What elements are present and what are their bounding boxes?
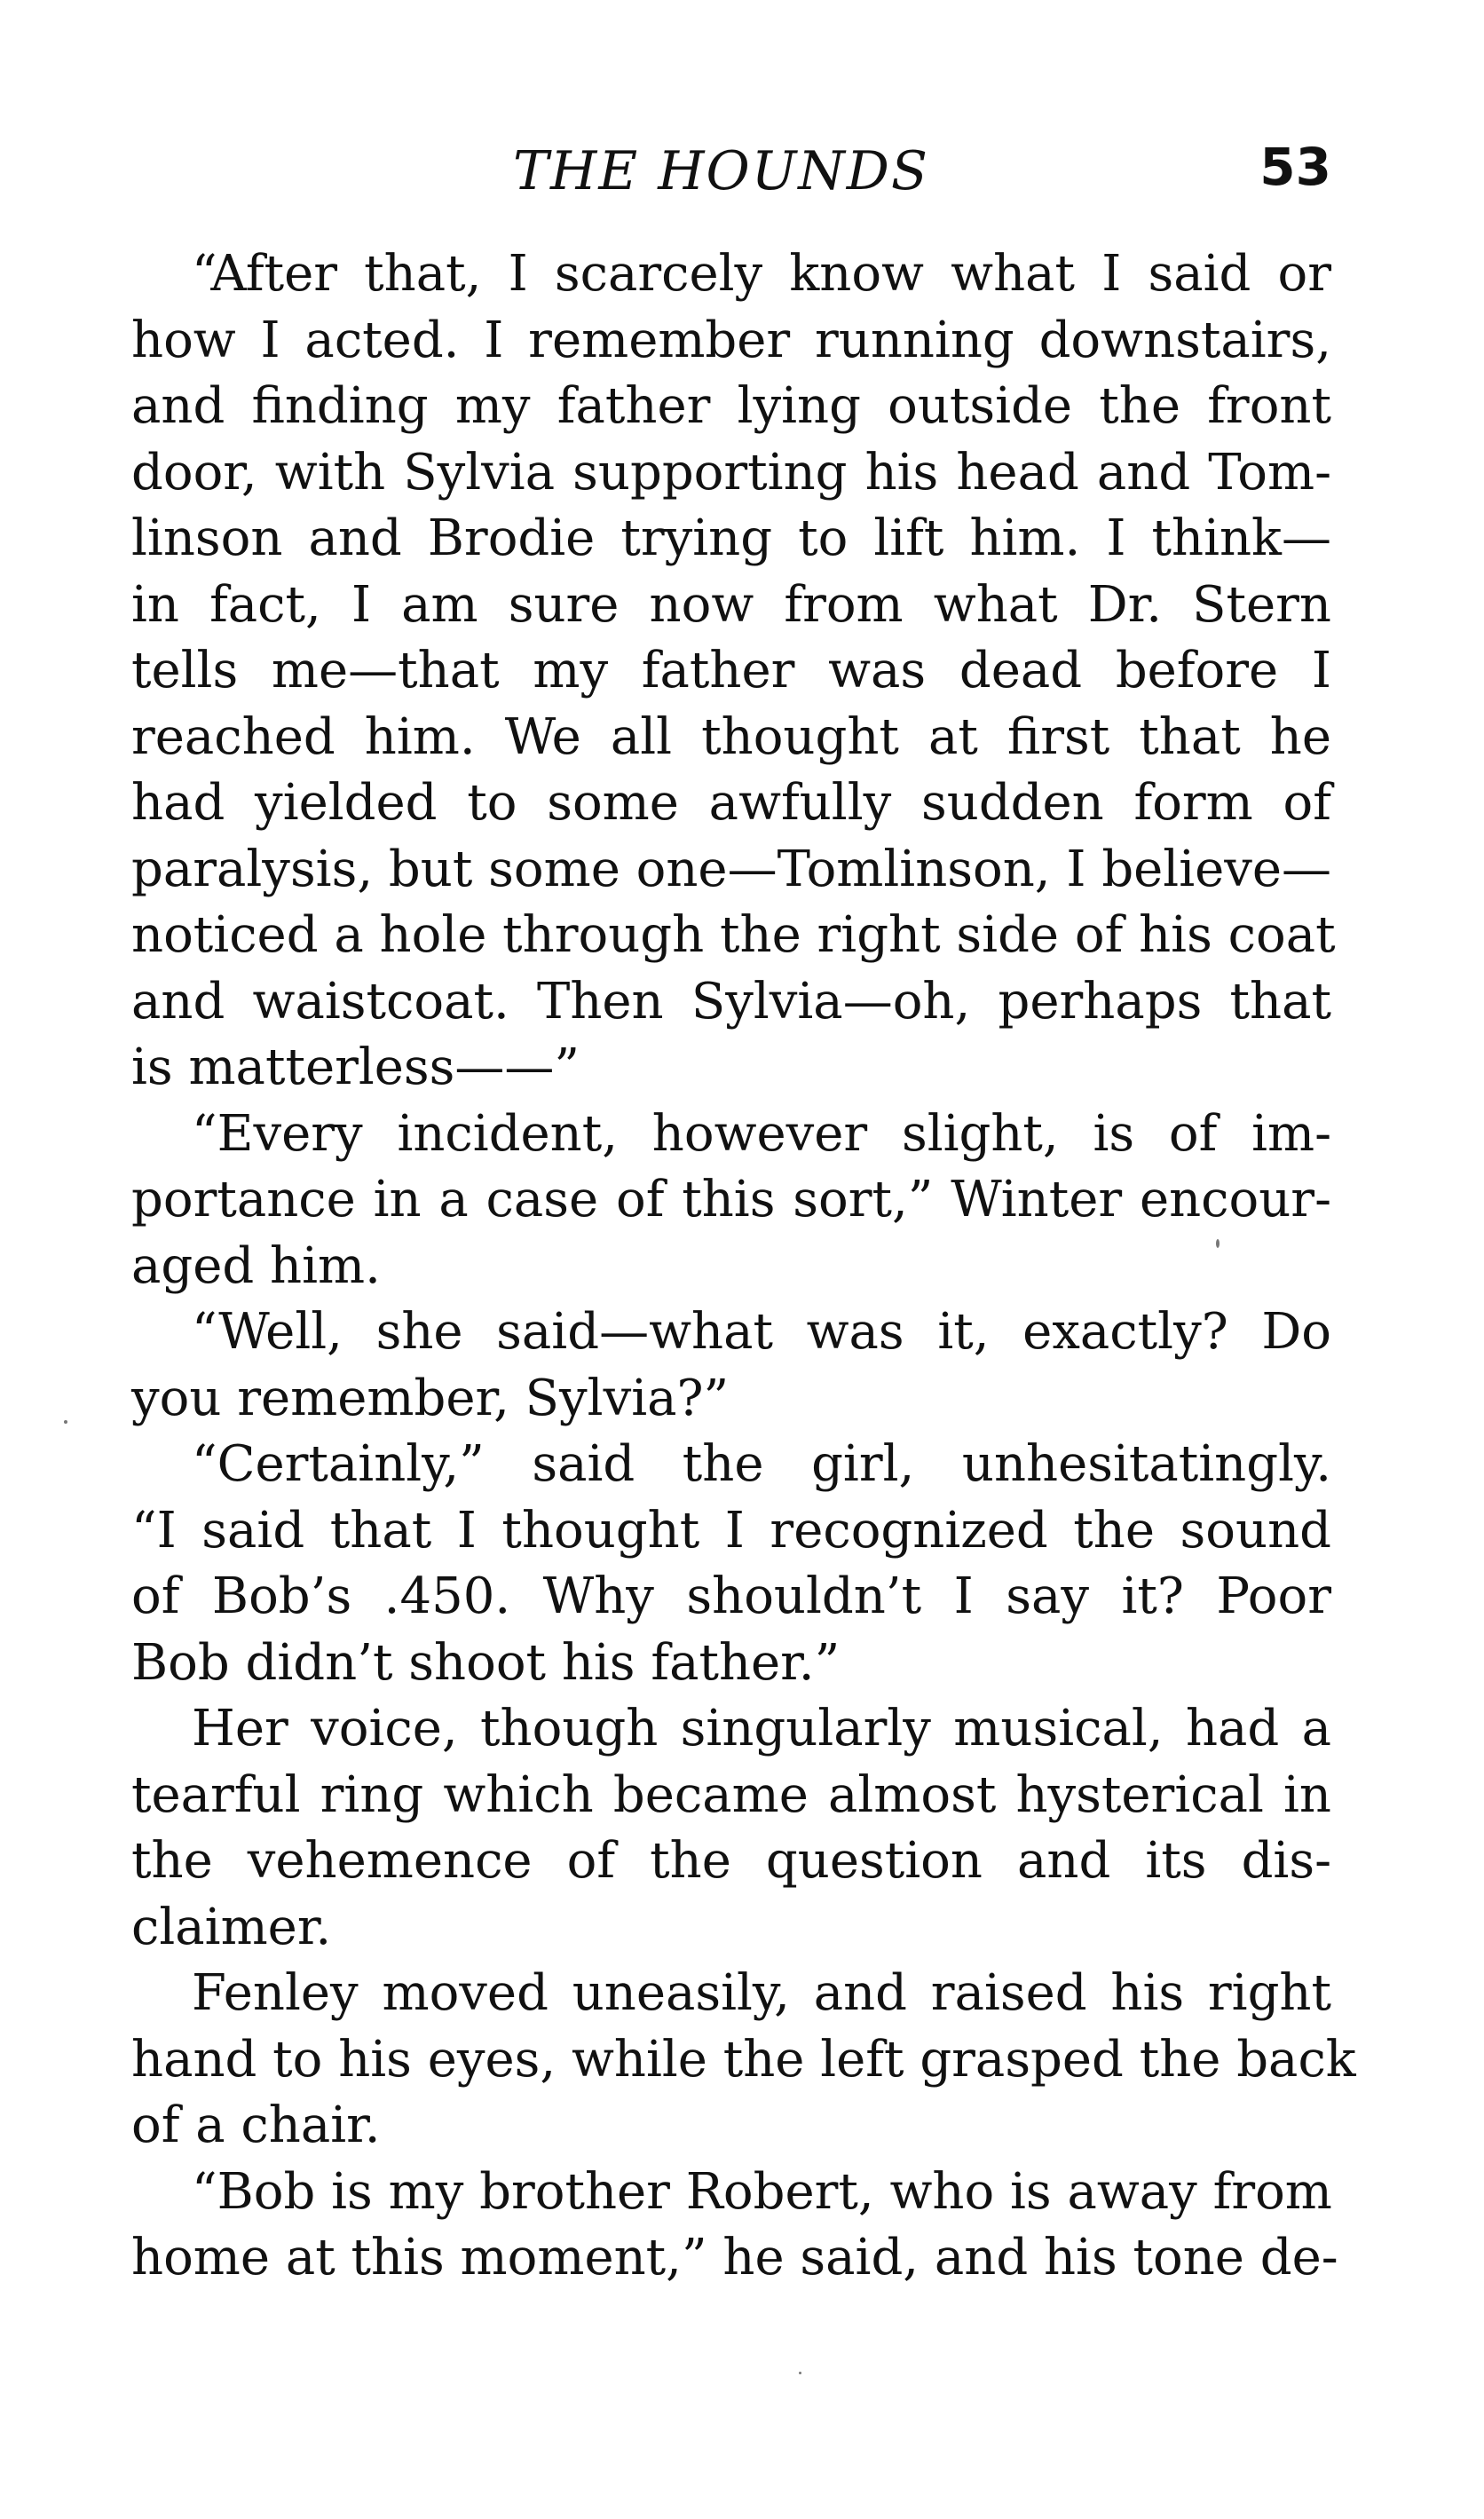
text-line: “Well, she said—what was it, exactly? Do (192, 1303, 1331, 1361)
ink-speck (64, 1420, 67, 1424)
text-line: is matterless——” (131, 1038, 580, 1096)
text-line: “Every incident, however slight, is of im- (192, 1104, 1331, 1163)
text-line: of a chair. (131, 2097, 381, 2154)
text-line: and finding my father lying outside the front (131, 377, 1331, 435)
text-line: “Certainly,” said the girl, unhesitatingly. (192, 1435, 1331, 1493)
text-line: Her voice, though singularly musical, had a (192, 1700, 1331, 1757)
text-line: paralysis, but some one—Tomlinson, I believe— (131, 840, 1332, 898)
text-line: portance in a case of this sort,” Winter encour- (131, 1171, 1331, 1228)
text-line: hand to his eyes, while the left grasped the back (131, 2030, 1356, 2089)
body-text (131, 241, 1356, 2292)
text-line: Fenley moved uneasily, and raised his right (192, 1964, 1331, 2022)
text-line: and waistcoat. Then Sylvia—oh, perhaps that (131, 972, 1331, 1030)
text-line: in fact, I am sure now from what Dr. Stern (131, 575, 1331, 634)
text-line: linson and Brodie trying to lift him. I think— (131, 509, 1331, 567)
text-line: claimer. (131, 1898, 332, 1956)
text-line: of Bob’s .450. Why shouldn’t I say it? Poor (131, 1567, 1331, 1625)
text-line: noticed a hole through the right side of his coat (131, 906, 1336, 964)
page-header (133, 124, 1331, 213)
text-line: “I said that I thought I recognized the sound (131, 1501, 1331, 1560)
ink-speck (799, 2372, 801, 2374)
text-line: “Bob is my brother Robert, who is away from (192, 2162, 1332, 2221)
page-number: 53 (1259, 137, 1331, 197)
text-line: home at this moment,” he said, and his tone de- (131, 2229, 1338, 2286)
running-head: THE HOUNDS (513, 140, 930, 202)
text-line: “After that, I scarcely know what I said or (192, 245, 1331, 303)
text-line: tearful ring which became almost hysterical in (131, 1765, 1331, 1824)
text-line: Bob didn’t shoot his father.” (131, 1633, 841, 1692)
text-line: tells me—that my father was dead before I (131, 642, 1331, 699)
text-line: aged him. (131, 1236, 381, 1295)
text-line: how I acted. I remember running downstairs, (131, 311, 1331, 369)
text-line: the vehemence of the question and its dis- (131, 1832, 1331, 1890)
text-line: you remember, Sylvia?” (131, 1369, 730, 1427)
text-line: had yielded to some awfully sudden form of (131, 774, 1331, 832)
ink-speck (1216, 1239, 1220, 1248)
text-line: reached him. We all thought at first that he (131, 707, 1331, 766)
text-line: door, with Sylvia supporting his head and Tom- (131, 443, 1331, 501)
